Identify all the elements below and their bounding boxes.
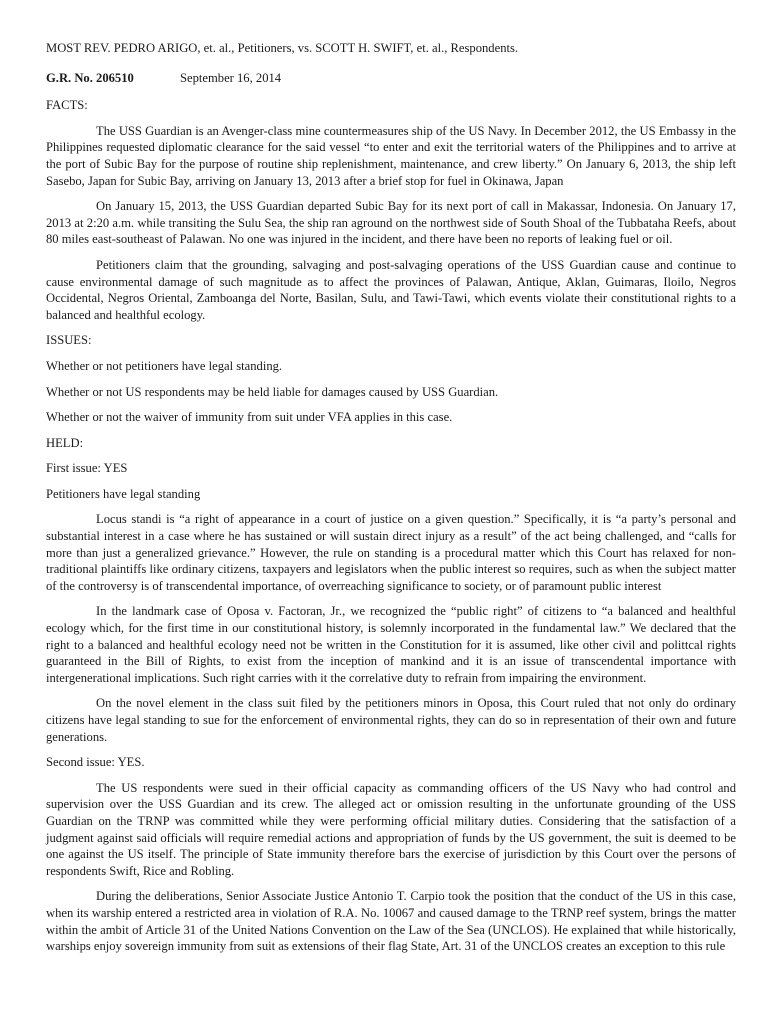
held-paragraph: During the deliberations, Senior Associate Justice Antonio T. Carpio took the position that the conduct of the US in this case, when its warship entered a restricted area in violation of R.A. No. 10067 and caused damage to the TRNP reef system, brings the matter within the ambit of Article 31 of the United Nations Convention on the Law of the Sea (UNCLOS). He explained that while historically, warships enjoy sovereign immunity from suit as extensions of their flag State, Art. 31 of the UNCLOS creates an exception to this rule — [46, 889, 736, 954]
held-paragraph: Locus standi is “a right of appearance in a court of justice on a given question.” Specifically, it is “a party’s personal and substantial interest in a case where he has sustained or will sustain direct injury as a result” of the act being challenged, and “calls for more than just a generalized grievance.” However, the rule on standing is a procedural matter which this Court has relaxed for non-traditional plaintiffs like ordinary citizens, taxpayers and legislators when the public interest so requires, such as when the subject matter of the controversy is of transcendental importance, of overreaching significance to society, or of paramount public interest — [46, 512, 736, 593]
facts-paragraph: Petitioners claim that the grounding, salvaging and post-salvaging operations of the USS Guardian cause and continue to cause environmental damage of such magnitude as to affect the provinces of Palawan, Antique, Aklan, Guimaras, Iloilo, Negros Occidental, Negros Oriental, Zamboanga del Norte, Basilan, Sulu, and Tawi-Tawi, which events violate their constitutional rights to a balanced and healthful ecology. — [46, 257, 736, 322]
case-number-row — [46, 70, 736, 87]
issue-item: Whether or not the waiver of immunity from suit under VFA applies in this case. — [46, 410, 453, 425]
case-caption: MOST REV. PEDRO ARIGO, et. al., Petitioners, vs. SCOTT H. SWIFT, et. al., Respondents. — [46, 41, 519, 55]
decision-date: September 16, 2014 — [180, 70, 282, 85]
held-heading: HELD: — [46, 435, 84, 450]
document-page — [46, 40, 736, 964]
held-paragraph: The US respondents were sued in their official capacity as commanding officers of the US Navy who had control and supervision over the USS Guardian and its crew. The alleged act or omission resulting in the unfortunate grounding of the USS Guardian on the TRNP was committed while they were performing official military duties. Considering that the satisfaction of a judgment against said officials will require remedial actions and appropriation of funds by the US government, the suit is deemed to be one against the US itself. The principle of State immunity therefore bars the exercise of jurisdiction by this Court over the persons of respondents Swift, Rice and Robling. — [46, 780, 736, 878]
facts-paragraph: On January 15, 2013, the USS Guardian departed Subic Bay for its next port of call in Makassar, Indonesia. On January 17, 2013 at 2:20 a.m. while transiting the Sulu Sea, the ship ran aground on the northwest side of South Shoal of the Tubbataha Reefs, about 80 miles east-southeast of Palawan. No one was injured in the incident, and there have been no reports of leaking fuel or oil. — [46, 199, 736, 247]
second-issue-label: Second issue: YES. — [46, 755, 145, 770]
first-issue-subheading: Petitioners have legal standing — [46, 486, 201, 501]
facts-heading: FACTS: — [46, 98, 88, 113]
held-paragraph: On the novel element in the class suit filed by the petitioners minors in Oposa, this Court ruled that not only do ordinary citizens have legal standing to sue for the enforcement of environmental rights, they can do so in representation of their own and future generations. — [46, 696, 736, 744]
issue-item: Whether or not petitioners have legal standing. — [46, 358, 283, 373]
held-paragraph: In the landmark case of Oposa v. Factoran, Jr., we recognized the “public right” of citizens to “a balanced and healthful ecology which, for the first time in our constitutional history, is solemnly incorporated in the fundamental law.” We declared that the right to a balanced and healthful ecology need not be written in the Constitution for it is assumed, like other civil and polittcal rights guaranteed in the Bill of Rights, to exist from the inception of mankind and it is an issue of transcendental importance with intergenerational implications. Such right carries with it the correlative duty to refrain from impairing the environment. — [46, 604, 736, 685]
issue-item: Whether or not US respondents may be held liable for damages caused by USS Guardian. — [46, 384, 499, 399]
case-number: G.R. No. 206510 — [46, 70, 134, 85]
facts-paragraph: The USS Guardian is an Avenger-class mine countermeasures ship of the US Navy. In December 2012, the US Embassy in the Philippines requested diplomatic clearance for the said vessel “to enter and exit the territorial waters of the Philippines and to arrive at the port of Subic Bay for the purpose of routine ship replenishment, maintenance, and crew liberty.” On January 6, 2013, the ship left Sasebo, Japan for Subic Bay, arriving on January 13, 2013 after a brief stop for fuel in Okinawa, Japan — [46, 123, 736, 188]
issues-heading: ISSUES: — [46, 333, 92, 348]
first-issue-label: First issue: YES — [46, 461, 128, 476]
